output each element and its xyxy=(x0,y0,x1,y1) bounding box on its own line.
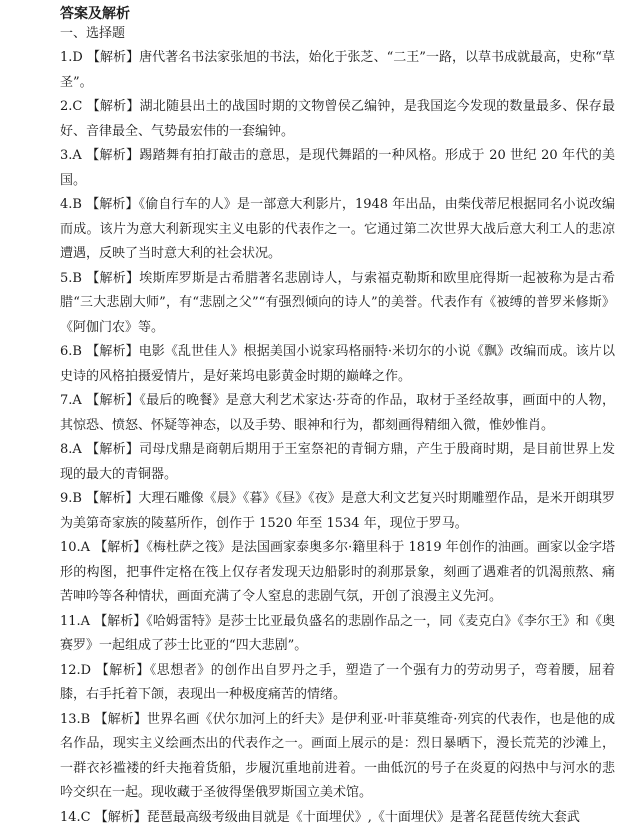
answer-item xyxy=(60,267,615,341)
answer-item xyxy=(60,708,615,806)
analysis-tag: 【解析】 xyxy=(86,197,138,212)
analysis-tag: 【解析】 xyxy=(95,712,148,727)
answer-number: 1.D xyxy=(60,50,83,65)
answer-number: 2.C xyxy=(60,99,82,114)
answer-item xyxy=(60,438,615,487)
analysis-tag: 【解析】 xyxy=(87,99,140,114)
answer-text: 埃斯库罗斯是古希腊著名悲剧诗人，与索福克勒斯和欧里庇得斯一起被称为是古希腊“三大悲剧大师”，有“悲剧之父”“有强烈倾向的诗人”的美誉。代表作有《被缚的普罗米修斯》《阿伽门农》等。 xyxy=(60,271,615,335)
answer-text: 踢踏舞有拍打敲击的意思，是现代舞蹈的一种风格。形成于 20 世纪 20 年代的美国。 xyxy=(60,148,615,188)
analysis-tag: 【解析】 xyxy=(86,148,139,163)
answer-number: 13.B xyxy=(60,712,90,727)
analysis-tag: 【解析】 xyxy=(86,344,138,359)
section-heading: 一、选择题 xyxy=(60,24,615,44)
answer-text: 《思想者》的创作出自罗丹之手，塑造了一个强有力的劳动男子，弯着腰，屈着膝，右手托着下颌，表现出一种极度痛苦的情绪。 xyxy=(60,663,615,703)
answer-number: 12.D xyxy=(60,663,91,678)
answer-list xyxy=(60,46,615,830)
answer-number: 10.A xyxy=(60,540,90,555)
answer-item xyxy=(60,46,615,95)
answer-text: 世界名画《伏尔加河上的纤夫》是伊利亚·叶菲莫维奇·列宾的代表作，也是他的成名作品，现实主义绘画杰出的代表作之一。画面上展示的是：烈日暴晒下，漫长荒芜的沙滩上，一群衣衫褴褛的纤夫拖着货船，步履沉重地前进着。一曲低沉的号子在炎夏的闷热中与河水的悲吟交织在一起。现收藏于圣彼得堡俄罗斯国立美术馆。 xyxy=(60,712,615,801)
answer-text: 《梅杜萨之筏》是法国画家泰奥多尔·籍里科于 1819 年创作的油画。画家以金字塔形的构图，把事件定格在筏上仅存者发现天边船影时的刹那景象，刻画了遇难者的饥渴煎熬、痛苦呻吟等各种情状，画面充满了令人窒息的悲剧气氛，开创了浪漫主义先河。 xyxy=(60,540,615,604)
answer-number: 11.A xyxy=(60,614,90,629)
analysis-tag: 【解析】 xyxy=(96,663,150,678)
answer-item xyxy=(60,659,615,708)
analysis-tag: 【解析】 xyxy=(86,491,138,506)
analysis-tag: 【解析】 xyxy=(86,442,139,457)
answer-number: 8.A xyxy=(60,442,82,457)
answer-number: 6.B xyxy=(60,344,82,359)
answer-item xyxy=(60,193,615,267)
analysis-tag: 【解析】 xyxy=(95,810,147,825)
answer-item xyxy=(60,340,615,389)
answer-number: 4.B xyxy=(60,197,82,212)
answer-item xyxy=(60,144,615,193)
answer-text: 司母戊鼎是商朝后期用于王室祭祀的青铜方鼎，产生于殷商时期，是目前世界上发现的最大的青铜器。 xyxy=(60,442,615,482)
analysis-tag: 【解析】 xyxy=(94,540,146,555)
answer-item xyxy=(60,389,615,438)
answer-number: 3.A xyxy=(60,148,82,163)
answer-text: 琵琶最高级考级曲目就是《十面埋伏》,《十面埋伏》是著名琵琶传统大套武 xyxy=(147,810,580,825)
answer-item xyxy=(60,610,615,659)
answer-number: 9.B xyxy=(60,491,82,506)
answer-text: 唐代著名书法家张旭的书法，始化于张芝、“二王”一路，以草书成就最高，史称“草圣”。 xyxy=(60,50,615,90)
answer-item xyxy=(60,95,615,144)
answer-text: 大理石雕像《晨》《暮》《昼》《夜》是意大利文艺复兴时期雕塑作品，是米开朗琪罗为美第奇家族的陵墓所作，创作于 1520 年至 1534 年，现位于罗马。 xyxy=(60,491,615,531)
answer-number: 14.C xyxy=(60,810,91,825)
analysis-tag: 【解析】 xyxy=(94,614,146,629)
answer-item xyxy=(60,806,615,830)
analysis-tag: 【解析】 xyxy=(86,271,139,286)
answer-text: 湖北随县出土的战国时期的文物曾侯乙编钟，是我国迄今发现的数量最多、保存最好、音律最全、气势最宏伟的一套编钟。 xyxy=(60,99,615,139)
answer-text: 《最后的晚餐》是意大利艺术家达·芬奇的作品，取材于圣经故事，画面中的人物，其惊恐、愤怒、怀疑等神态，以及手势、眼神和行为，都刻画得精细入微，惟妙惟肖。 xyxy=(60,393,615,433)
answer-number: 5.B xyxy=(60,271,82,286)
answer-item xyxy=(60,536,615,610)
document-title: 答案及解析 xyxy=(60,4,615,24)
answer-text: 《偷自行车的人》是一部意大利影片，1948 年出品，由柴伐蒂尼根据同名小说改编而成。该片为意大利新现实主义电影的代表作之一。它通过第二次世界大战后意大利工人的悲凉遭遇，反映了当时意大利的社会状况。 xyxy=(60,197,615,261)
answer-text: 《哈姆雷特》是莎士比亚最负盛名的悲剧作品之一，同《麦克白》《李尔王》和《奥赛罗》一起组成了莎士比亚的“四大悲剧”。 xyxy=(60,614,615,654)
analysis-tag: 【解析】 xyxy=(87,50,139,65)
answer-text: 电影《乱世佳人》根据美国小说家玛格丽特·米切尔的小说《飘》改编而成。该片以史诗的风格拍摄爱情片，是好莱坞电影黄金时期的巅峰之作。 xyxy=(60,344,615,384)
analysis-tag: 【解析】 xyxy=(86,393,139,408)
answer-number: 7.A xyxy=(60,393,82,408)
answer-item xyxy=(60,487,615,536)
